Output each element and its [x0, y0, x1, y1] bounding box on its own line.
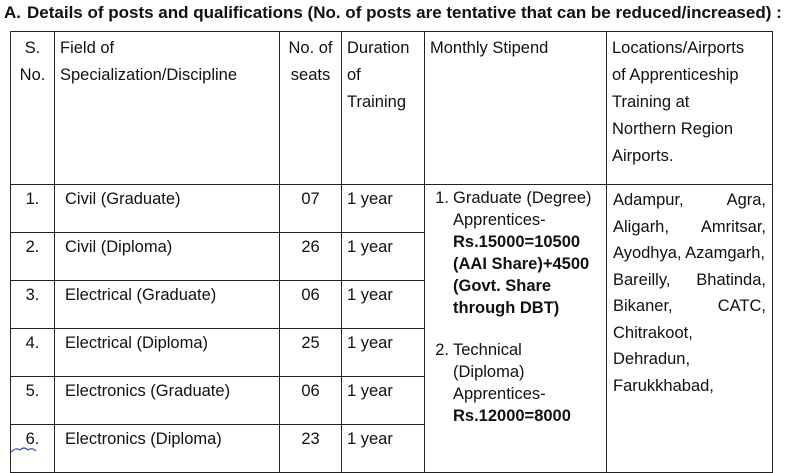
cell-field: Civil (Graduate): [55, 185, 280, 233]
section-label: A.: [4, 3, 21, 22]
cell-field: Electrical (Diploma): [55, 329, 280, 377]
cell-seats: 25: [280, 329, 342, 377]
cell-field: Electronics (Diploma): [55, 425, 280, 473]
header-duration-line: of: [347, 66, 361, 84]
stipend-line: Technical: [453, 341, 522, 359]
stipend-line: (Govt. Share: [453, 277, 552, 295]
stipend-item-number: 1.: [435, 189, 449, 207]
cell-duration: 1 year: [342, 185, 425, 233]
location-line: [613, 373, 766, 400]
cell-locations: [607, 185, 773, 473]
location-line: [613, 320, 766, 347]
stipend-line: through DBT): [453, 299, 560, 317]
section-title: Details of posts and qualifications (No. of posts are tentative that can be reduced/increased) :: [27, 3, 782, 22]
location-name: Bhatinda,: [696, 270, 766, 289]
cell-seats: 26: [280, 233, 342, 281]
header-seats-line: seats: [290, 66, 331, 84]
cell-sno: 1.: [11, 185, 55, 233]
header-duration-line: Duration: [347, 39, 410, 57]
cell-sno: 4.: [11, 329, 55, 377]
header-locations-line: of Apprenticeship: [612, 66, 739, 84]
header-locations-line: Locations/Airports: [612, 39, 745, 57]
header-stipend: [425, 32, 607, 185]
location-line: [613, 293, 766, 320]
cell-duration: 1 year: [342, 329, 425, 377]
location-name: Chitrakoot,: [613, 323, 693, 342]
header-stipend-line: Monthly Stipend: [430, 39, 549, 57]
location-line: [613, 240, 766, 267]
header-seats-line: No. of: [288, 39, 333, 57]
location-line: [613, 214, 766, 241]
location-name: Bareilly,: [613, 270, 671, 289]
cell-seats: 07: [280, 185, 342, 233]
location-name: Dehradun,: [613, 350, 691, 368]
header-sno-line: S.: [24, 39, 41, 57]
location-line: [613, 267, 766, 294]
header-locations-line: Northern Region: [612, 120, 734, 138]
cell-sno: 3.: [11, 281, 55, 329]
cell-sno: 5.: [11, 377, 55, 425]
location-name: Adampur,: [613, 191, 684, 209]
location-name: Aligarh,: [613, 217, 669, 236]
posts-table: [10, 31, 773, 473]
cell-duration: 1 year: [342, 425, 425, 473]
cell-seats: 06: [280, 377, 342, 425]
header-field-line: Specialization/Discipline: [60, 66, 238, 84]
cell-duration: 1 year: [342, 377, 425, 425]
location-line: [613, 187, 766, 214]
header-locations: [607, 32, 773, 185]
stipend-line: Graduate (Degree): [453, 189, 592, 207]
cell-seats: 06: [280, 281, 342, 329]
location-name: Ayodhya, Azamgarh,: [613, 244, 765, 262]
header-sno: [11, 32, 55, 185]
header-duration: [342, 32, 425, 185]
location-name: Bikaner,: [613, 297, 673, 315]
header-sno-line: No.: [19, 66, 46, 84]
cell-field: Electronics (Graduate): [55, 377, 280, 425]
cell-seats: 23: [280, 425, 342, 473]
location-name: Amritsar,: [700, 217, 766, 236]
stipend-line: Apprentices-: [453, 211, 546, 229]
stipend-item: [425, 339, 606, 427]
header-duration-line: Training: [347, 93, 406, 111]
pen-mark-icon: [10, 445, 40, 453]
header-field: [55, 32, 280, 185]
cell-field: Electrical (Graduate): [55, 281, 280, 329]
location-name: CATC,: [717, 297, 766, 315]
header-seats: [280, 32, 342, 185]
cell-duration: 1 year: [342, 281, 425, 329]
header-field-line: Field of: [60, 39, 115, 57]
table-row: [11, 185, 773, 233]
header-locations-line: Training at: [612, 93, 690, 111]
stipend-line: (AAI Share)+4500: [453, 255, 590, 273]
header-locations-line: Airports.: [612, 147, 674, 165]
location-name: Farukkhabad,: [613, 376, 714, 395]
cell-stipend: [425, 185, 607, 473]
stipend-line: (Diploma): [453, 363, 525, 381]
cell-sno: 6.: [11, 425, 55, 473]
stipend-line: Apprentices-: [453, 385, 546, 403]
stipend-line: Rs.12000=8000: [453, 407, 571, 425]
stipend-line: Rs.15000=10500: [453, 233, 581, 251]
stipend-item-number: 2.: [435, 341, 449, 359]
stipend-item: [425, 187, 606, 319]
cell-sno: 2.: [11, 233, 55, 281]
cell-duration: 1 year: [342, 233, 425, 281]
section-heading: [4, 2, 784, 24]
header-row: [11, 32, 773, 185]
location-name: Agra,: [726, 191, 766, 209]
location-line: [613, 346, 766, 373]
cell-field: Civil (Diploma): [55, 233, 280, 281]
